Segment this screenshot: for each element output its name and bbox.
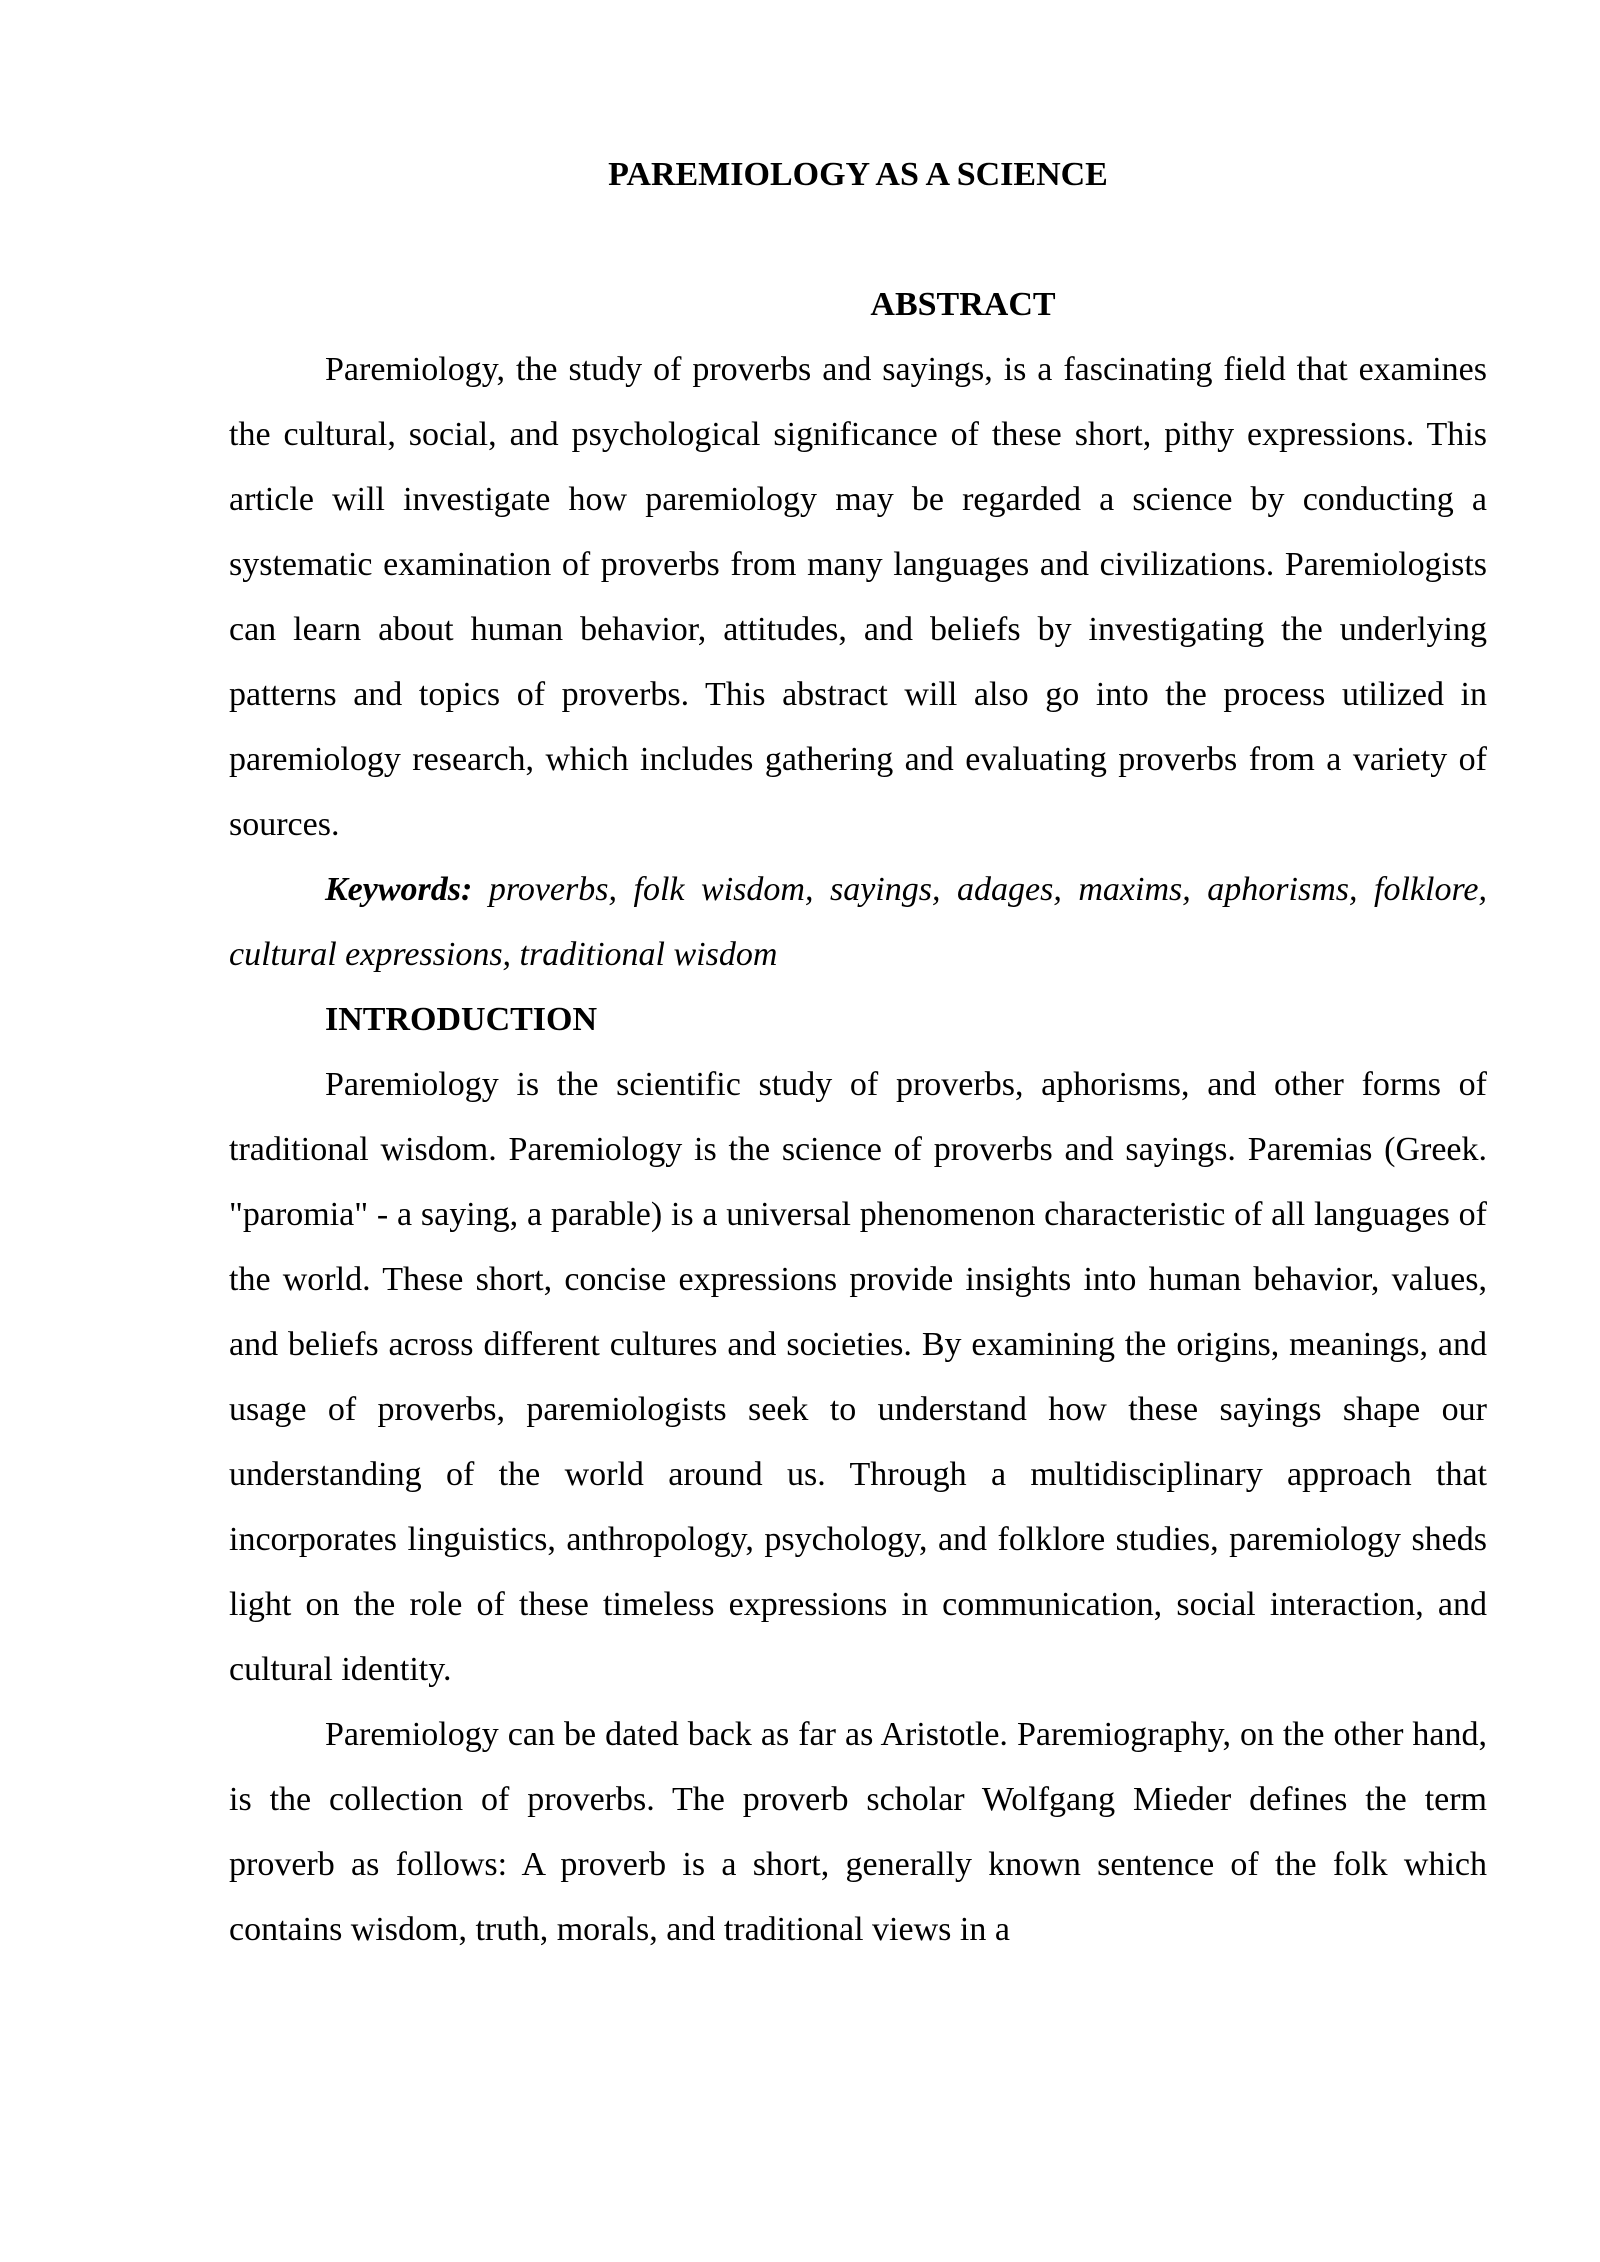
abstract-heading: ABSTRACT [870,286,1056,323]
title-spacer [229,207,1487,272]
introduction-heading: INTRODUCTION [325,1001,598,1038]
keywords-label: Keywords: [325,871,473,908]
keywords-paragraph [229,857,1487,987]
keywords-list: proverbs, folk wisdom, sayings, adages, maxims, aphorisms, folklore, cultural expressions, traditional wisdom [229,871,1487,973]
introduction-paragraph-2: Paremiology can be dated back as far as Aristotle. Paremiography, on the other hand, is the collection of proverbs. The proverb scholar Wolfgang Mieder defines the term proverb as follows: A proverb is a short, generally known sentence of the folk which contains wisdom, truth, morals, and traditional views in a [229,1716,1487,1948]
abstract-paragraph: Paremiology, the study of proverbs and sayings, is a fascinating field that examines the cultural, social, and psychological significance of these short, pithy expressions. This article will investigate how paremiology may be regarded a science by conducting a systematic examination of proverbs from many languages and civilizations. Paremiologists can learn about human behavior, attitudes, and beliefs by investigating the underlying patterns and topics of proverbs. This abstract will also go into the process utilized in paremiology research, which includes gathering and evaluating proverbs from a variety of sources. [229,351,1487,843]
document-body [229,142,1487,1962]
page-title: PAREMIOLOGY AS A SCIENCE [608,156,1108,193]
introduction-paragraph-1: Paremiology is the scientific study of proverbs, aphorisms, and other forms of traditional wisdom. Paremiology is the science of proverbs and sayings. Paremias (Greek. "paromia" - a saying, a parable) is a universal phenomenon characteristic of all languages of the world. These short, concise expressions provide insights into human behavior, values, and beliefs across different cultures and societies. By examining the origins, meanings, and usage of proverbs, paremiologists seek to understand how these sayings shape our understanding of the world around us. Through a multidisciplinary approach that incorporates linguistics, anthropology, psychology, and folklore studies, paremiology sheds light on the role of these timeless expressions in communication, social interaction, and cultural identity. [229,1066,1487,1688]
